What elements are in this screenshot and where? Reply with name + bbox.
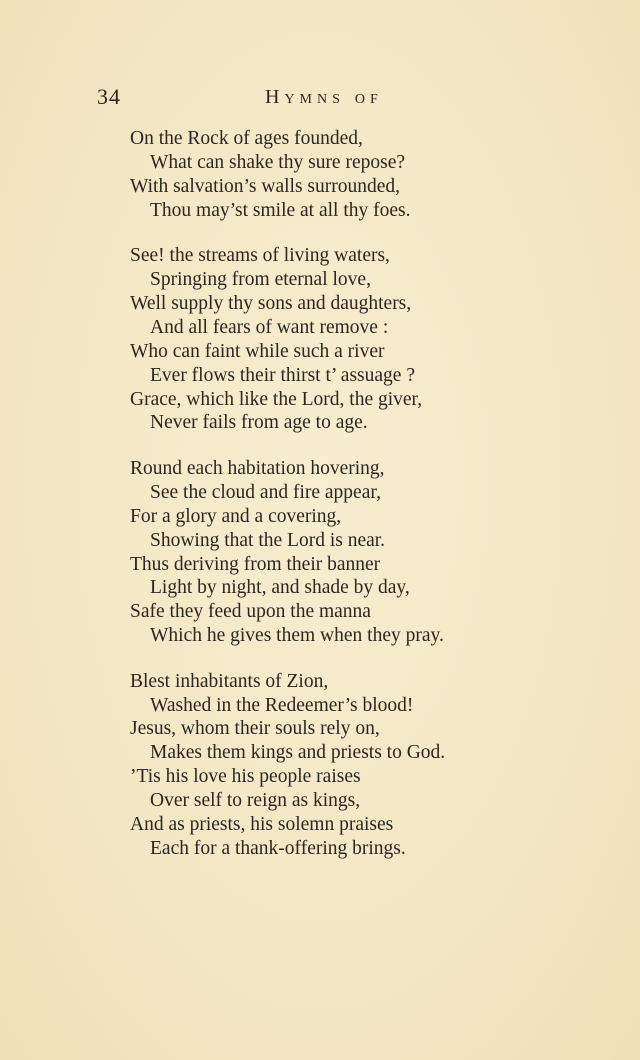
running-title: Hymns of — [265, 86, 383, 108]
verse-line: Thus deriving from their banner — [130, 553, 381, 575]
verse-line: See the cloud and fire appear, — [150, 481, 381, 503]
verse-line: Blest inhabitants of Zion, — [130, 670, 329, 692]
verse-line: And as priests, his solemn praises — [130, 814, 394, 836]
verse-line: With salvation’s walls surrounded, — [130, 175, 401, 197]
verse-line: Safe they feed upon the manna — [130, 601, 371, 623]
verse-line: Light by night, and shade by day, — [150, 577, 410, 599]
verse-line: Thou may’st smile at all thy foes. — [150, 199, 411, 221]
verse-line: Washed in the Redeemer’s blood! — [150, 694, 414, 716]
verse-line: Showing that the Lord is near. — [150, 529, 386, 551]
stanza-4 — [0, 670, 640, 861]
verse-line: Never fails from age to age. — [150, 412, 368, 434]
verse-line: Each for a thank-offering brings. — [150, 837, 406, 859]
verse-line: ’Tis his love his people raises — [130, 766, 361, 788]
verse-line: Who can faint while such a river — [130, 340, 385, 362]
verse-line: Ever flows their thirst t’ assuage ? — [150, 364, 415, 386]
verse-line: Round each habitation hovering, — [130, 457, 385, 479]
verse-line: Jesus, whom their souls rely on, — [130, 718, 380, 740]
verse-line: Springing from eternal love, — [150, 269, 371, 291]
verse-line: See! the streams of living waters, — [130, 245, 390, 267]
stanza-1 — [0, 127, 640, 223]
verse-line: What can shake thy sure repose? — [150, 151, 406, 173]
hymn-text — [0, 127, 640, 882]
verse-line: Makes them kings and priests to God. — [150, 742, 446, 764]
stanza-2 — [0, 244, 640, 435]
page-number: 34 — [97, 84, 121, 109]
verse-line: For a glory and a covering, — [130, 505, 342, 527]
running-head — [0, 80, 640, 110]
verse-line: Over self to reign as kings, — [150, 790, 361, 812]
verse-line: Which he gives them when they pray. — [150, 625, 444, 647]
stanza-3 — [0, 457, 640, 648]
verse-line: And all fears of want remove : — [150, 316, 389, 338]
verse-line: Well supply thy sons and daughters, — [130, 292, 412, 314]
verse-line: Grace, which like the Lord, the giver, — [130, 388, 423, 410]
verse-line: On the Rock of ages founded, — [130, 128, 363, 149]
